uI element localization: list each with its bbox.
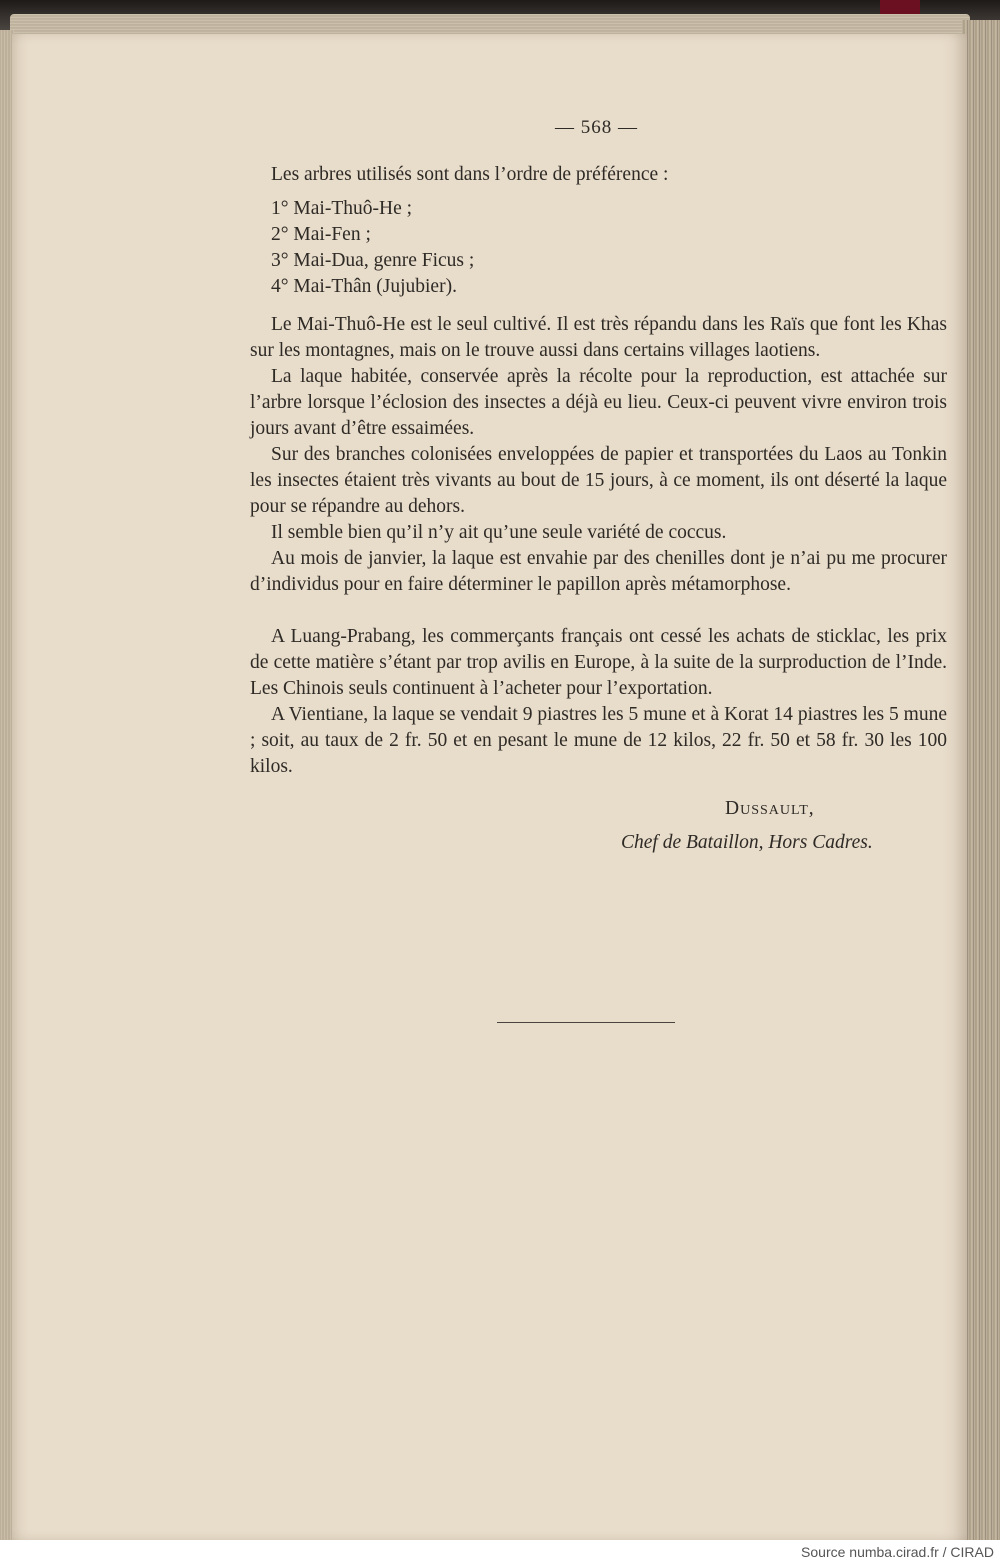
paragraph: Le Mai-Thuô-He est le seul cultivé. Il est très répandu dans les Raïs que font les Khas sur les montagnes, mais on le trouve aussi dans certains villages laotiens.	[250, 314, 947, 361]
page-stack-right-edge	[962, 20, 1000, 1540]
paragraph: La laque habitée, conservée après la récolte pour la reproduction, est attachée sur l’arbre lorsque l’éclosion des insectes a déjà eu lieu. Ceux-ci peuvent vivre environ trois jours avant d’être essaimées.	[250, 366, 947, 439]
paragraph: A Luang-Prabang, les commerçants français ont cessé les achats de sticklac, les prix de cette matière s’étant par trop avilis en Europe, à la suite de la surproduction de l’Inde. Les Chinois seuls continuent à l’acheter pour l’exportation.	[250, 626, 947, 699]
paragraph: Sur des branches colonisées enveloppées de papier et transportées du Laos au Tonkin les insectes étaient très vivants au bout de 15 jours, à ce moment, ils ont déserté la laque pour se répandre au dehors.	[250, 444, 947, 517]
paragraph: A Vientiane, la laque se vendait 9 piastres les 5 mune et à Korat 14 piastres les 5 mune ; soit, au taux de 2 fr. 50 et en pesant le mune de 12 kilos, 22 fr. 50 et 58 fr. 30 les 100 kilos.	[250, 704, 947, 777]
page-number: — 568 —	[555, 117, 638, 138]
signature-title: Chef de Bataillon, Hors Cadres.	[621, 832, 873, 853]
intro-line: Les arbres utilisés sont dans l’ordre de préférence :	[271, 164, 669, 185]
list-item: 2° Mai-Fen ;	[271, 224, 371, 245]
signature-name: Dussault,	[725, 798, 815, 819]
paragraph: Au mois de janvier, la laque est envahie par des chenilles dont je n’ai pu me procurer d’individus pour en faire déterminer le papillon après métamorphose.	[250, 548, 947, 595]
end-rule	[497, 1022, 675, 1023]
list-item: 3° Mai-Dua, genre Ficus ;	[271, 250, 475, 271]
paragraph: Il semble bien qu’il n’y ait qu’une seule variété de coccus.	[271, 522, 727, 543]
source-credit: Source numba.cirad.fr / CIRAD	[801, 1544, 994, 1560]
book-page	[12, 34, 967, 1540]
list-item: 1° Mai-Thuô-He ;	[271, 198, 413, 219]
list-item: 4° Mai-Thân (Jujubier).	[271, 276, 457, 297]
